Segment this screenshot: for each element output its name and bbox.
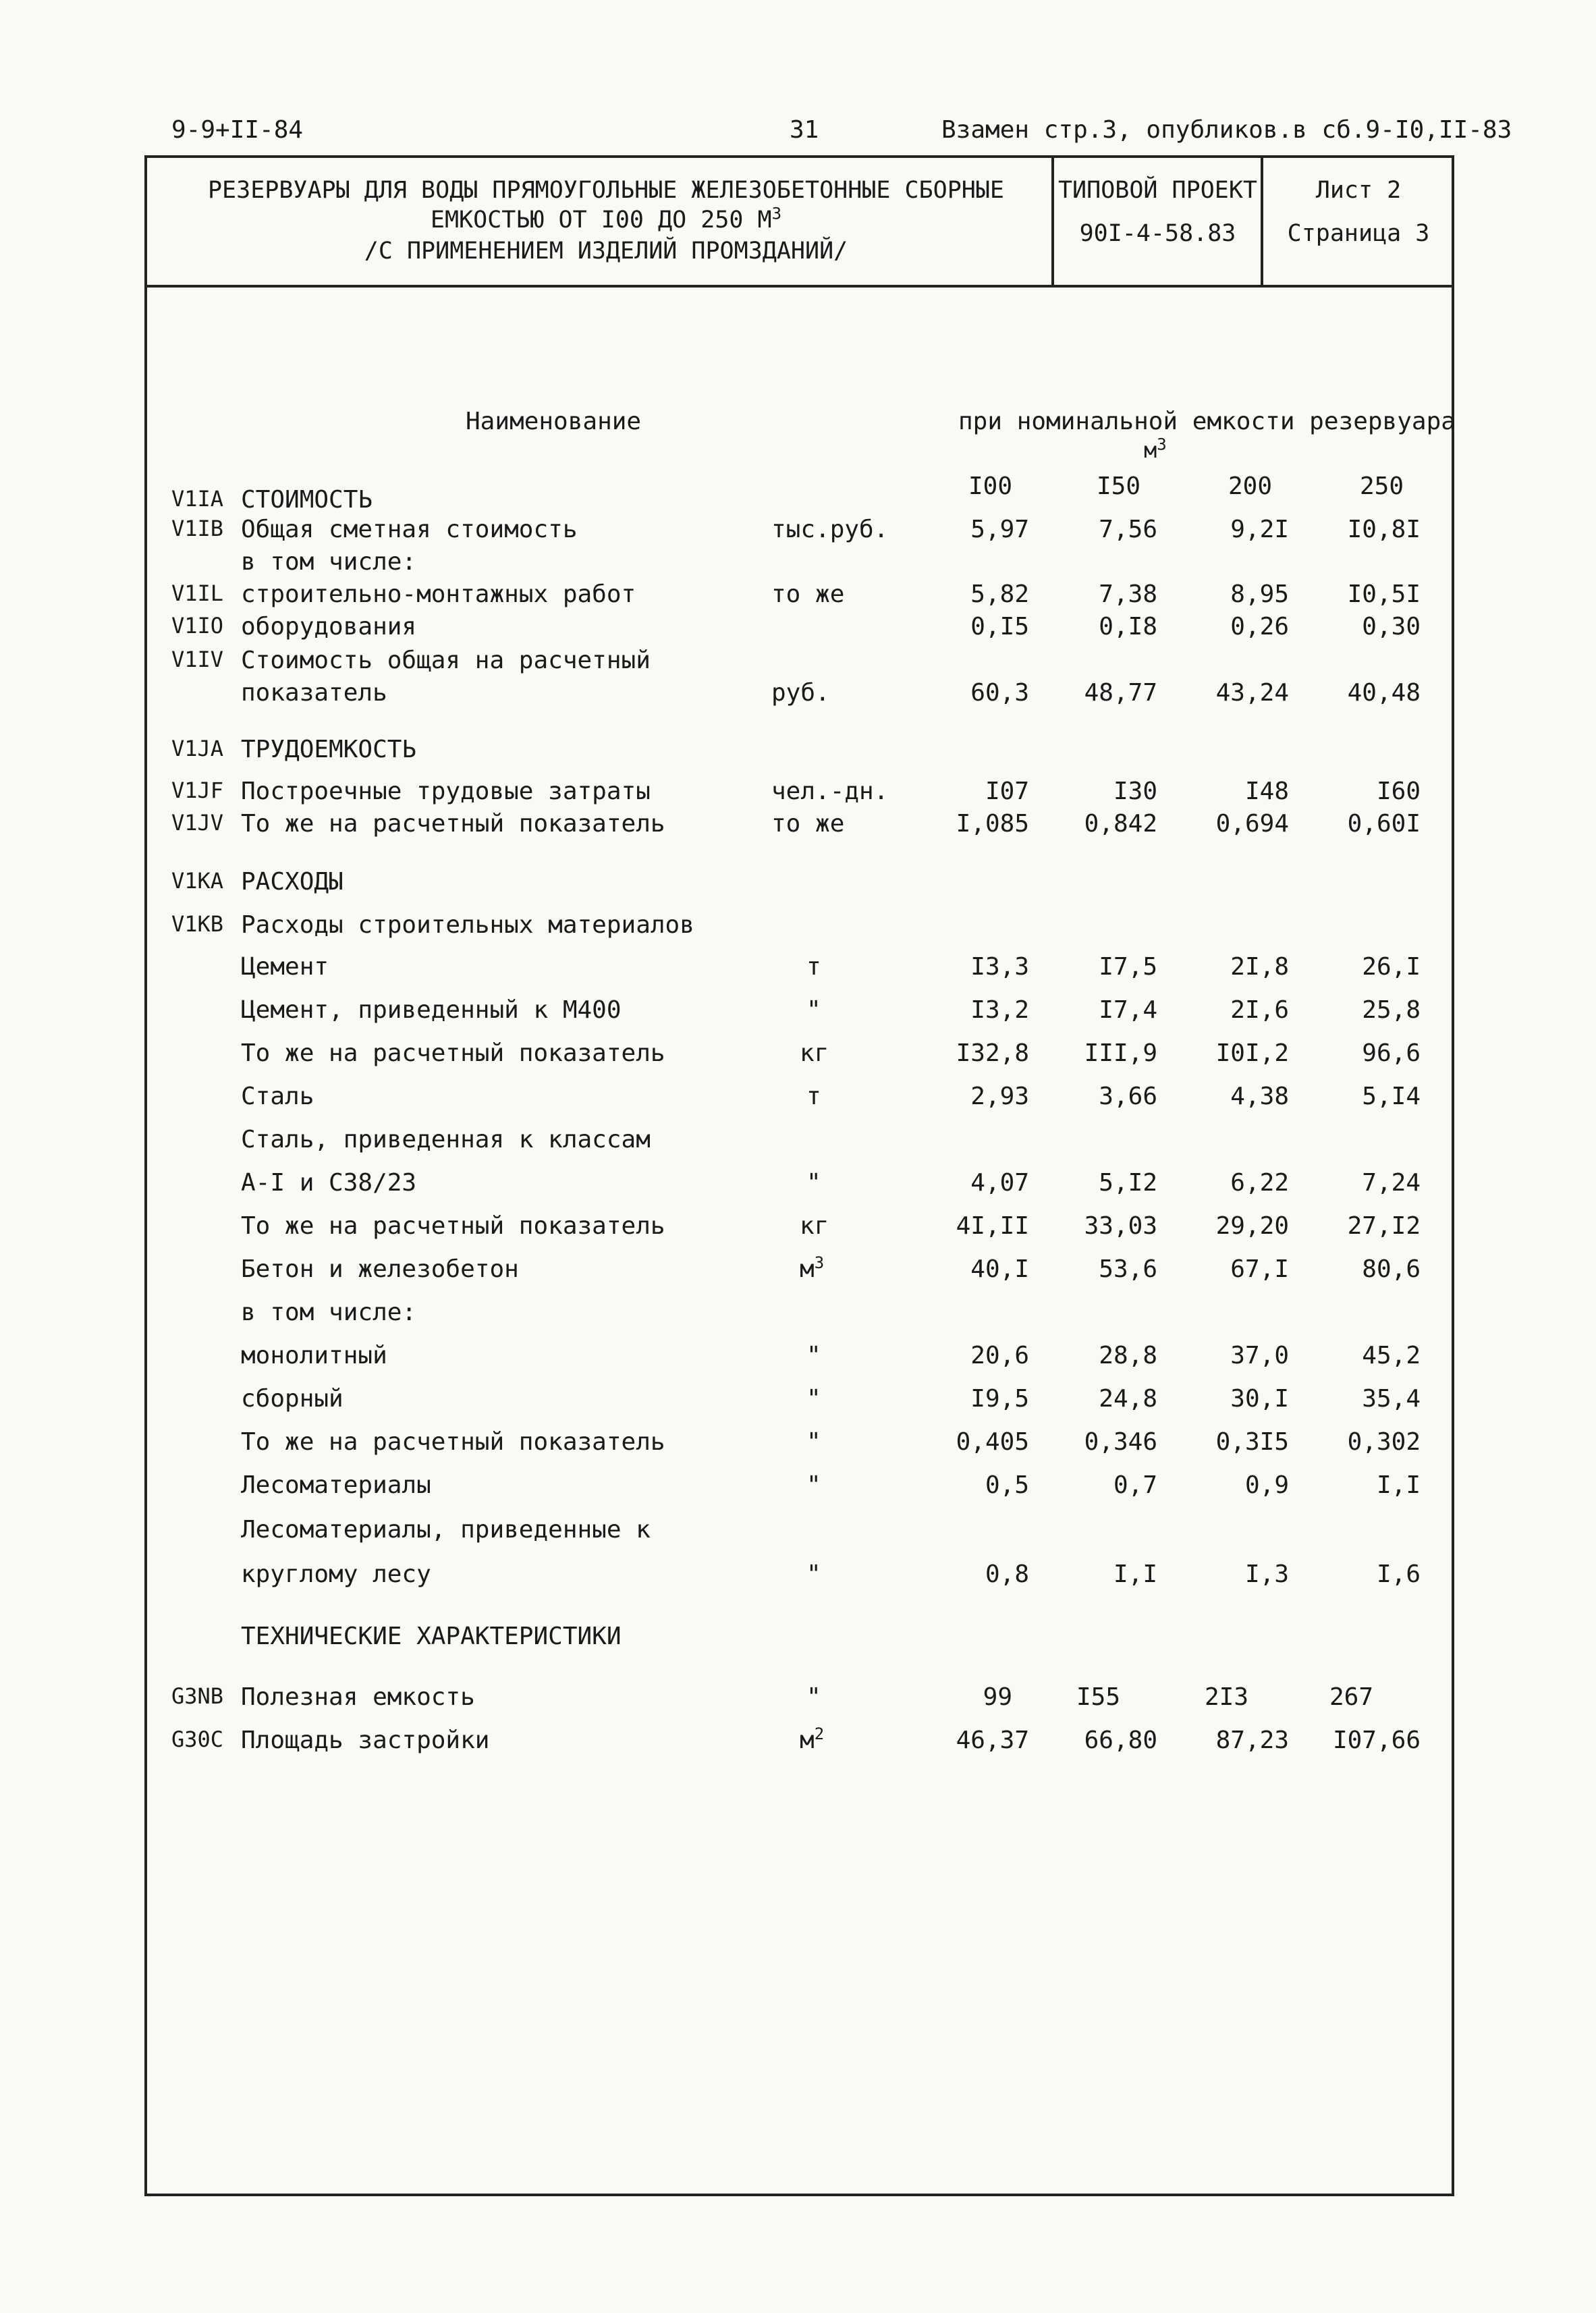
row-value-250: I0,8I [1347,516,1421,543]
capacity-unit: $м^3$ [1144,435,1167,463]
row-name: Расходы строительных материалов [241,911,694,939]
row-value-100: 0,I5 [970,613,1029,641]
row-value-200: 9,2I [1230,516,1289,543]
row-value-150: I30 [1113,778,1157,805]
row-value-200: 6,22 [1230,1169,1289,1197]
capacity-header-250: 250 [1359,472,1404,500]
row-value-250: 5,I4 [1362,1083,1421,1110]
row-value-200: 0,9 [1244,1471,1289,1499]
row-value-150: 28,8 [1099,1342,1157,1369]
row-value-200: 2I3 [1204,1683,1248,1711]
row-value-100: 5,82 [970,580,1029,608]
row-name: Бетон и железобетон [241,1255,519,1283]
row-value-200: 0,694 [1215,810,1289,838]
row-code: V1KA [171,868,224,894]
row-name: СТОИМОСТЬ [241,486,373,514]
row-value-200: 0,3I5 [1215,1428,1289,1456]
row-code: V1IV [171,647,224,672]
row-value-150: 0,7 [1113,1471,1157,1499]
row-value-100: 99 [983,1683,1012,1711]
row-value-150: I7,4 [1099,996,1157,1024]
row-name: сборный [241,1385,343,1413]
row-unit: " [806,1385,821,1413]
row-value-150: 7,56 [1099,516,1157,543]
table-row [0,1126,1596,1160]
row-value-200: 4,38 [1230,1083,1289,1110]
row-code: V1IO [171,613,224,638]
table-row [0,1212,1596,1246]
row-value-250: I60 [1376,778,1421,805]
row-unit: $м^3$ [800,1253,825,1283]
row-value-250: 35,4 [1362,1385,1421,1413]
row-unit: кг [800,1212,829,1240]
row-code: V1IL [171,580,224,606]
row-value-250: 0,302 [1347,1428,1421,1456]
row-name: Площадь застройки [241,1726,490,1754]
row-name: Стоимость общая на расчетный [241,647,651,674]
table-row [0,516,1596,549]
row-value-200: I48 [1244,778,1289,805]
row-unit: то же [771,580,845,608]
table-row [0,1083,1596,1116]
row-value-200: 67,I [1230,1255,1289,1283]
row-value-250: I,6 [1376,1560,1421,1588]
row-name: Цемент, приведенный к М400 [241,996,622,1024]
row-unit: " [806,1471,821,1499]
row-name: Построечные трудовые затраты [241,778,651,805]
row-unit: чел.-дн. [771,778,889,805]
row-value-100: I3,3 [970,953,1029,981]
row-value-250: 27,I2 [1347,1212,1421,1240]
project-number: 90I-4-58.83 [1079,220,1236,247]
row-name: То же на расчетный показатель [241,1428,665,1456]
row-unit: " [806,1428,821,1456]
title-block [147,158,1452,288]
row-unit: т [806,1083,821,1110]
table-row [0,613,1596,647]
row-unit: т [806,953,821,981]
row-value-100: 60,3 [970,679,1029,707]
row-name: в том числе: [241,548,417,576]
table-row [0,1428,1596,1462]
row-value-200: 29,20 [1215,1212,1289,1240]
row-name: Цемент [241,953,329,981]
row-value-150: III,9 [1084,1039,1157,1067]
capacity-header-200: 200 [1228,472,1273,500]
table-row [0,1039,1596,1073]
table-row [0,580,1596,614]
row-unit: то же [771,810,845,838]
row-value-250: 80,6 [1362,1255,1421,1283]
row-value-250: 267 [1329,1683,1373,1711]
row-value-200: 87,23 [1215,1726,1289,1754]
table-row [0,1683,1596,1717]
row-unit: кг [800,1039,829,1067]
row-value-250: 40,48 [1347,679,1421,707]
row-value-200: 8,95 [1230,580,1289,608]
row-unit: " [806,1342,821,1369]
row-name: ТРУДОЕМКОСТЬ [241,736,417,763]
row-value-100: I32,8 [956,1039,1029,1067]
table-row [0,953,1596,987]
row-name: Полезная емкость [241,1683,475,1711]
row-name: То же на расчетный показатель [241,1039,665,1067]
row-name: Сталь, приведенная к классам [241,1126,651,1153]
row-value-200: 2I,6 [1230,996,1289,1024]
table-row [0,486,1596,520]
row-value-100: 0,405 [956,1428,1029,1456]
table-row [0,1560,1596,1594]
row-value-150: 7,38 [1099,580,1157,608]
project-label: ТИПОВОЙ ПРОЕКТ [1057,177,1257,204]
row-name: показатель [241,679,387,707]
row-value-100: 5,97 [970,516,1029,543]
row-value-200: I,3 [1244,1560,1289,1588]
row-value-100: 0,5 [985,1471,1029,1499]
row-value-200: I0I,2 [1215,1039,1289,1067]
table-row [0,736,1596,769]
row-value-100: I,085 [956,810,1029,838]
row-name: Сталь [241,1083,314,1110]
table-row [0,868,1596,902]
row-value-100: I9,5 [970,1385,1029,1413]
row-value-250: I07,66 [1332,1726,1421,1754]
replacement-note: Взамен стр.3, опубликов.в сб.9-I0,II-83 [941,116,1512,144]
title-divider [1261,158,1263,285]
row-name: Лесоматериалы [241,1471,431,1499]
table-row [0,1255,1596,1289]
row-value-100: I07 [985,778,1029,805]
row-value-250: I0,5I [1347,580,1421,608]
page-number: 31 [790,116,819,144]
row-value-100: 4I,II [956,1212,1029,1240]
table-row [0,548,1596,582]
row-value-100: I3,2 [970,996,1029,1024]
row-value-150: 3,66 [1099,1083,1157,1110]
row-value-200: 43,24 [1215,679,1289,707]
table-row [0,810,1596,844]
capacity-column-header: при номинальной емкости резервуара [958,408,1456,435]
row-value-200: 0,26 [1230,613,1289,641]
section-heading: ТЕХНИЧЕСКИЕ ХАРАКТЕРИСТИКИ [241,1623,622,1650]
title-line-3: /С ПРИМЕНЕНИЕМ ИЗДЕЛИЙ ПРОМЗДАНИЙ/ [364,238,848,265]
row-unit: тыс.руб. [771,516,889,543]
row-name: То же на расчетный показатель [241,1212,665,1240]
title-divider [1051,158,1054,285]
title-line-1: РЕЗЕРВУАРЫ ДЛЯ ВОДЫ ПРЯМОУГОЛЬНЫЕ ЖЕЛЕЗОБЕТОННЫЕ СБОРНЫЕ [207,177,1005,204]
table-row [0,1169,1596,1203]
capacity-header-100: I00 [968,472,1013,500]
table-row [0,1516,1596,1550]
row-code: V1IB [171,516,224,541]
row-value-200: 2I,8 [1230,953,1289,981]
row-value-200: 30,I [1230,1385,1289,1413]
row-value-250: I,I [1376,1471,1421,1499]
row-code: V1JV [171,810,224,836]
table-row [0,1385,1596,1419]
row-value-150: 48,77 [1084,679,1157,707]
table-row [0,911,1596,945]
row-value-150: 0,346 [1084,1428,1157,1456]
row-value-250: 0,60I [1347,810,1421,838]
row-value-150: 53,6 [1099,1255,1157,1283]
row-name: строительно-монтажных работ [241,580,636,608]
row-value-250: 0,30 [1362,613,1421,641]
row-name: монолитный [241,1342,387,1369]
table-row [0,778,1596,811]
row-code: V1JF [171,778,224,803]
row-value-100: 20,6 [970,1342,1029,1369]
row-value-150: 33,03 [1084,1212,1157,1240]
row-value-150: 0,842 [1084,810,1157,838]
row-value-100: 0,8 [985,1560,1029,1588]
row-value-150: I,I [1113,1560,1157,1588]
row-unit: " [806,1169,821,1197]
row-value-100: 2,93 [970,1083,1029,1110]
row-value-200: 37,0 [1230,1342,1289,1369]
table-row [0,1726,1596,1760]
row-code: V1JA [171,736,224,761]
row-name: круглому лесу [241,1560,431,1588]
row-value-250: 96,6 [1362,1039,1421,1067]
document-code: 9-9+II-84 [171,116,304,144]
row-name: РАСХОДЫ [241,868,343,896]
row-unit: " [806,996,821,1024]
row-unit: $м^2$ [800,1724,825,1754]
row-unit: " [806,1683,821,1711]
row-name: оборудования [241,613,417,641]
name-column-header: Наименование [466,408,642,435]
row-name: То же на расчетный показатель [241,810,665,838]
row-value-250: 7,24 [1362,1169,1421,1197]
table-row [0,1471,1596,1505]
row-name: А-I и С38/23 [241,1169,417,1197]
row-code: G3NB [171,1683,224,1709]
table-row [0,996,1596,1030]
table-row [0,1342,1596,1376]
row-value-100: 40,I [970,1255,1029,1283]
row-value-250: 25,8 [1362,996,1421,1024]
row-code: V1IA [171,486,224,512]
row-value-250: 26,I [1362,953,1421,981]
row-value-150: 0,I8 [1099,613,1157,641]
table-row [0,679,1596,713]
row-name: в том числе: [241,1299,417,1326]
capacity-header-150: I50 [1096,472,1141,500]
row-unit: руб. [771,679,830,707]
row-value-150: I7,5 [1099,953,1157,981]
row-value-150: 66,80 [1084,1726,1157,1754]
row-value-150: I55 [1076,1683,1120,1711]
row-name: Общая сметная стоимость [241,516,578,543]
row-value-150: 24,8 [1099,1385,1157,1413]
row-value-100: 4,07 [970,1169,1029,1197]
row-value-150: 5,I2 [1099,1169,1157,1197]
row-value-100: 46,37 [956,1726,1029,1754]
table-row [0,1299,1596,1332]
table-row [0,647,1596,680]
row-code: V1KB [171,911,224,937]
sheet-number: Лист 2 [1315,177,1402,204]
page-label: Страница 3 [1287,220,1430,247]
row-value-250: 45,2 [1362,1342,1421,1369]
table-row [0,1623,1596,1656]
row-code: G30C [171,1726,224,1752]
row-name: Лесоматериалы, приведенные к [241,1516,651,1544]
title-line-2: ЕМКОСТЬЮ ОТ I00 ДО 250 $М^3$ [430,204,782,234]
row-unit: " [806,1560,821,1588]
